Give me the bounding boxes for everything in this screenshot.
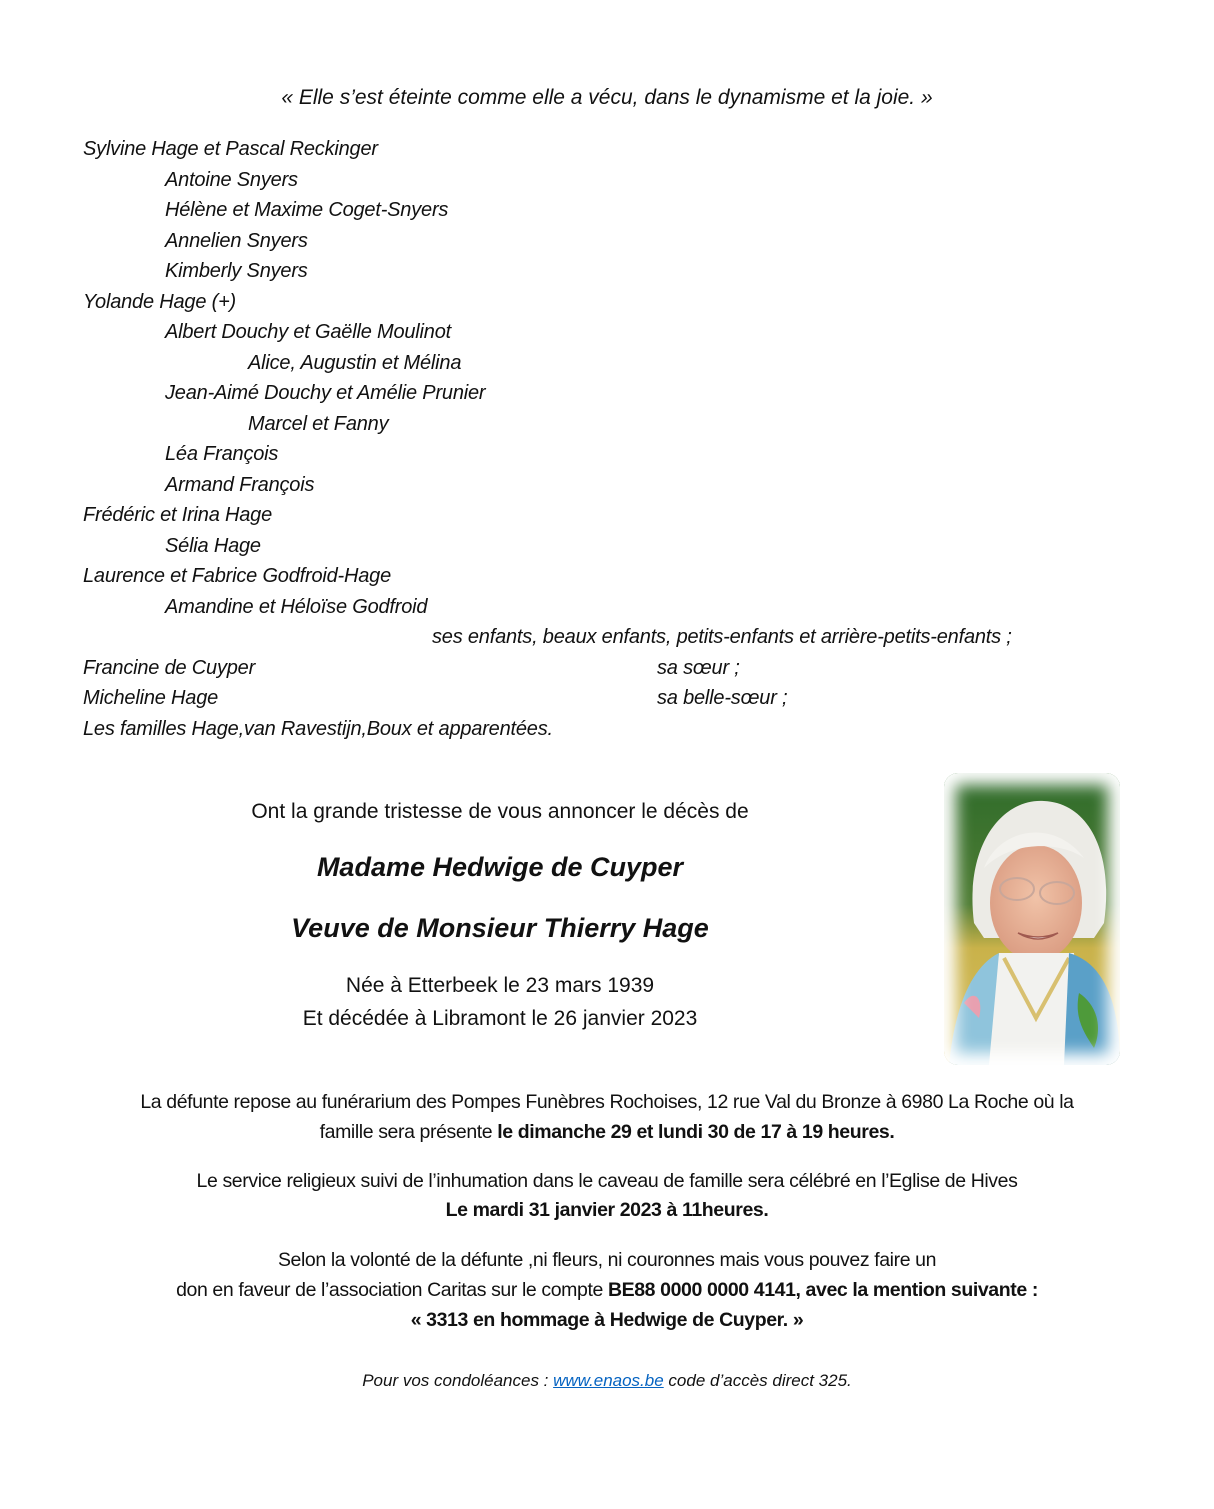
family-member-line: Laurence et Fabrice Godfroid-Hage	[83, 565, 392, 587]
family-member-line: Yolande Hage (+)	[83, 290, 237, 313]
family-member-line: Kimberly Snyers	[165, 260, 308, 282]
donation-line-2	[0, 1279, 1214, 1302]
donation-mention	[0, 1309, 1214, 1332]
family-member-line: Albert Douchy et Gaëlle Moulinot	[165, 321, 451, 343]
visitation-line-2	[0, 1121, 1214, 1144]
condolences-suffix: code d’accès direct 325.	[663, 1371, 852, 1390]
deceased-name: Madame Hedwige de Cuyper	[316, 852, 684, 882]
visitation-line-1: La défunte repose au funérarium des Pompes Funèbres Rochoises, 12 rue Val du Bronze à 6980 La Roche où la	[140, 1091, 1074, 1113]
family-member-line: Armand François	[165, 473, 315, 496]
visitation-dates: le dimanche 29 et lundi 30 de 17 à 19 heures.	[497, 1121, 895, 1143]
family-member-line: Jean-Aimé Douchy et Amélie Prunier	[165, 382, 486, 404]
death-info: Et décédée à Libramont le 26 janvier 2023	[302, 1007, 698, 1030]
condolences-prefix: Pour vos condoléances :	[362, 1371, 554, 1390]
family-member-line: Léa François	[165, 443, 279, 465]
relative-name: Francine de Cuyper	[83, 657, 256, 679]
family-member-line: Antoine Snyers	[165, 168, 298, 191]
announcement-intro: Ont la grande tristesse de vous annoncer le décès de	[251, 800, 749, 823]
family-member-line: Alice, Augustin et Mélina	[248, 351, 462, 374]
family-member-line: Marcel et Fanny	[248, 412, 389, 435]
families-line: Les familles Hage,van Ravestijn,Boux et apparentées.	[83, 718, 553, 740]
service-line-1: Le service religieux suivi de l’inhumation dans le caveau de famille sera célébré en l’Eglise de Hives	[196, 1170, 1018, 1192]
family-member-line: Sylvine Hage et Pascal Reckinger	[83, 138, 378, 160]
donation-text: don en faveur de l’association Caritas sur le compte	[176, 1279, 608, 1301]
family-member-line: Sélia Hage	[165, 534, 261, 557]
visitation-text: famille sera présente	[319, 1121, 498, 1143]
relative-relation: sa belle-sœur ;	[657, 687, 788, 709]
portrait-photo	[944, 773, 1120, 1065]
donation-mention-text: « 3313 en hommage à Hedwige de Cuyper. »	[410, 1309, 804, 1331]
children-relation: ses enfants, beaux enfants, petits-enfants et arrière-petits-enfants ;	[432, 626, 1012, 648]
service-date	[0, 1199, 1214, 1222]
widow-of: Veuve de Monsieur Thierry Hage	[291, 913, 709, 943]
condolences-link[interactable]: www.enaos.be	[553, 1371, 664, 1390]
donation-line-1: Selon la volonté de la défunte ,ni fleurs, ni couronnes mais vous pouvez faire un	[277, 1249, 937, 1271]
family-member-line: Amandine et Héloïse Godfroid	[165, 595, 428, 618]
family-member-line: Hélène et Maxime Coget-Snyers	[165, 199, 449, 221]
service-date-text: Le mardi 31 janvier 2023 à 11heures.	[445, 1199, 769, 1221]
relative-name: Micheline Hage	[83, 687, 219, 709]
condolences-line	[0, 1371, 1214, 1391]
birth-info: Née à Etterbeek le 23 mars 1939	[345, 974, 655, 997]
donation-account: BE88 0000 0000 4141, avec la mention suivante :	[607, 1279, 1038, 1301]
family-member-line: Frédéric et Irina Hage	[83, 504, 273, 526]
relative-relation: sa sœur ;	[657, 657, 740, 679]
family-member-line: Annelien Snyers	[165, 229, 308, 252]
quote: « Elle s’est éteinte comme elle a vécu, dans le dynamisme et la joie. »	[281, 86, 933, 109]
